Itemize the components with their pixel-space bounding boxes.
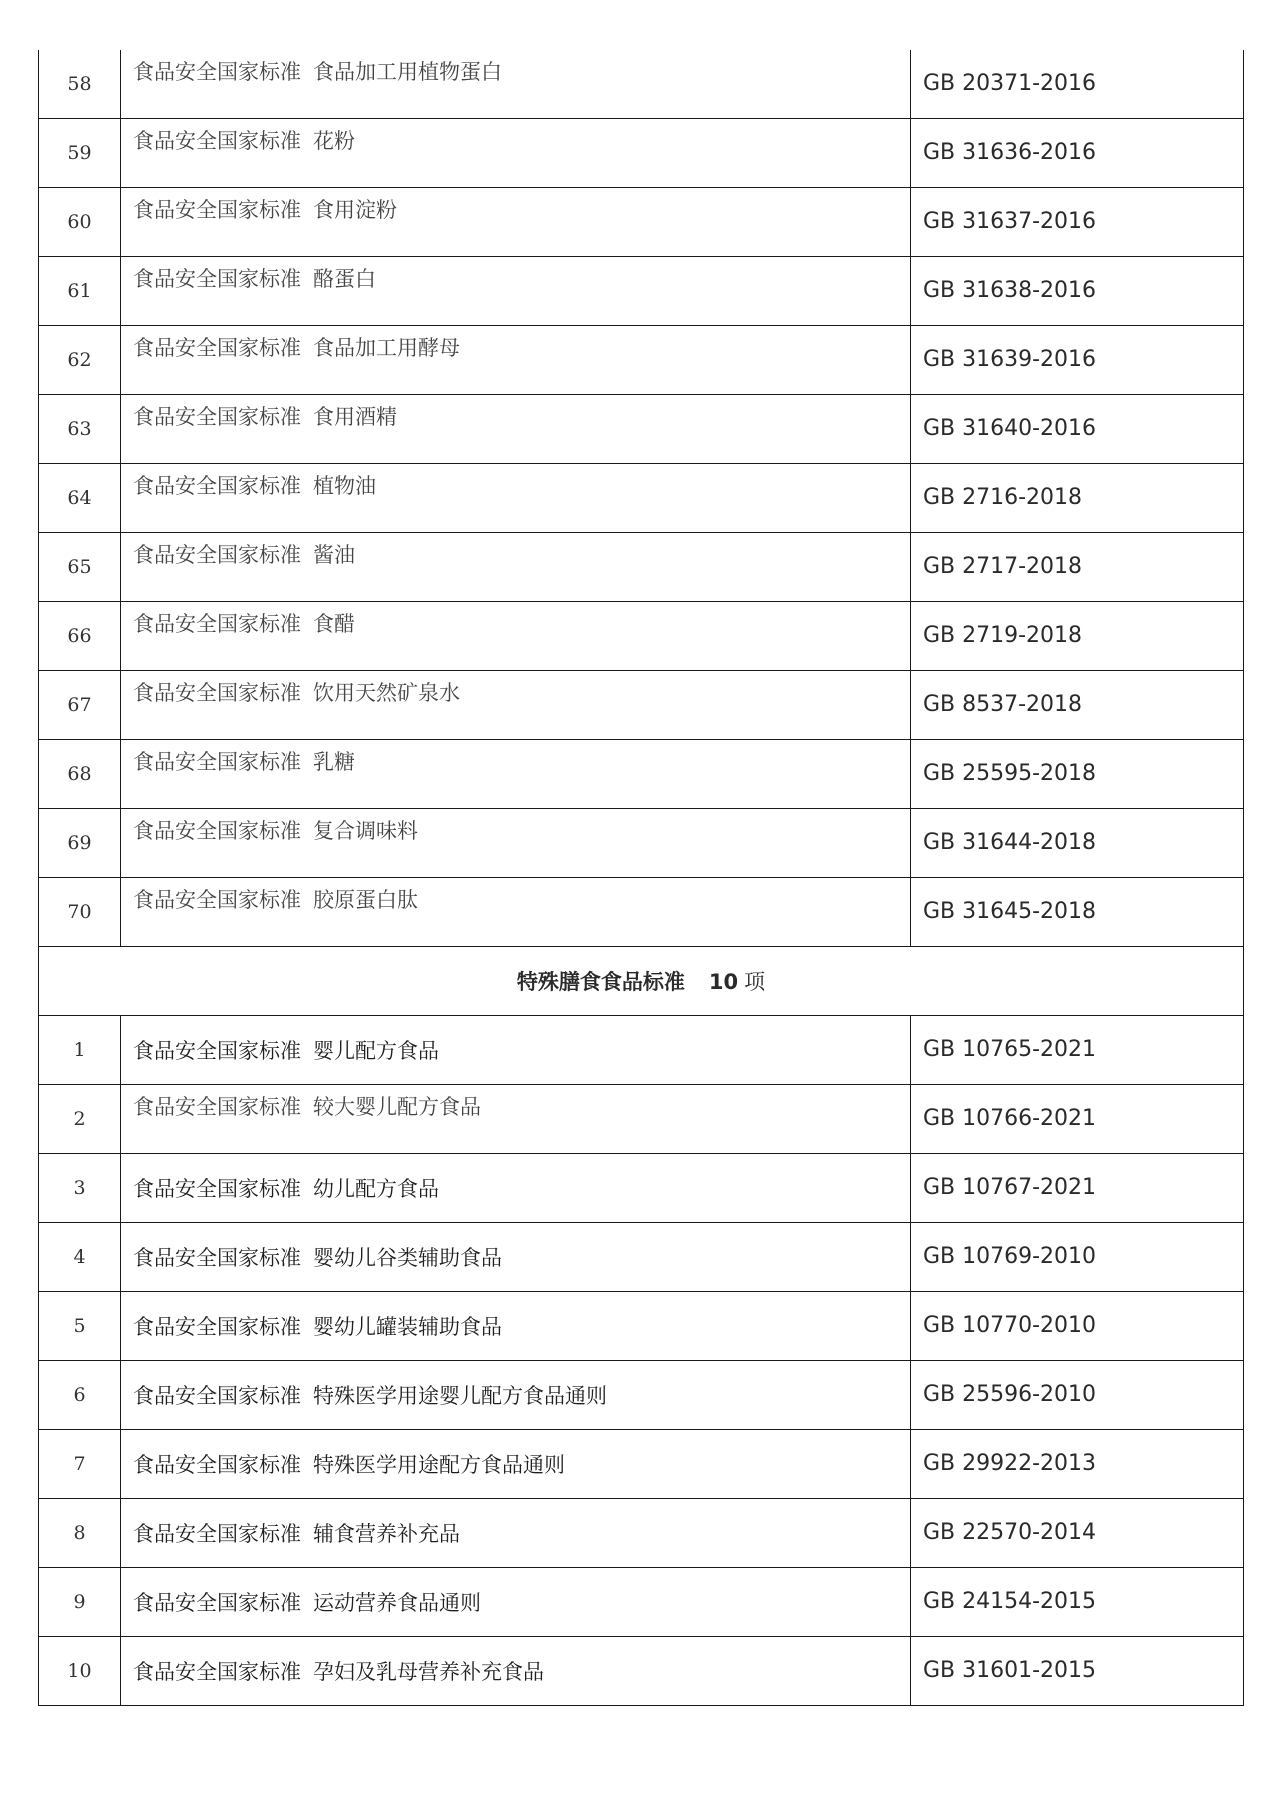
row-number: 61	[39, 256, 121, 325]
standards-table-body	[39, 50, 1244, 1705]
standard-name	[121, 739, 911, 808]
table-row	[39, 1429, 1244, 1498]
table-row	[39, 601, 1244, 670]
table-row	[39, 394, 1244, 463]
standard-code: GB 10767-2021	[911, 1153, 1244, 1222]
standard-code: GB 31601-2015	[911, 1636, 1244, 1705]
row-number: 63	[39, 394, 121, 463]
standard-prefix: 食品安全国家标准	[133, 1383, 301, 1408]
table-row	[39, 808, 1244, 877]
row-number: 60	[39, 187, 121, 256]
standard-name	[121, 1429, 911, 1498]
table-row	[39, 256, 1244, 325]
standard-prefix: 食品安全国家标准	[133, 680, 301, 705]
standard-prefix: 食品安全国家标准	[133, 1176, 301, 1201]
standard-name	[121, 1222, 911, 1291]
standard-code: GB 10769-2010	[911, 1222, 1244, 1291]
document-page	[38, 50, 1243, 1706]
standard-name	[121, 1636, 911, 1705]
standard-code: GB 10766-2021	[911, 1084, 1244, 1153]
standard-name	[121, 463, 911, 532]
standard-title: 食品加工用植物蛋白	[313, 60, 502, 84]
table-row	[39, 1153, 1244, 1222]
standard-prefix: 食品安全国家标准	[133, 197, 301, 222]
standard-code: GB 31636-2016	[911, 118, 1244, 187]
standard-code: GB 31640-2016	[911, 394, 1244, 463]
row-number: 9	[39, 1567, 121, 1636]
section-title: 特殊膳食食品标准	[516, 969, 685, 994]
table-row	[39, 1498, 1244, 1567]
table-row	[39, 118, 1244, 187]
standard-title: 孕妇及乳母营养补充食品	[313, 1659, 544, 1684]
standard-title: 食醋	[313, 611, 355, 636]
standard-name	[121, 118, 911, 187]
standard-prefix: 食品安全国家标准	[133, 749, 301, 774]
row-number: 4	[39, 1222, 121, 1291]
standard-name	[121, 670, 911, 739]
standard-code: GB 10765-2021	[911, 1015, 1244, 1084]
row-number: 65	[39, 532, 121, 601]
section-count: 10	[708, 969, 739, 994]
table-row	[39, 670, 1244, 739]
section-unit: 项	[744, 969, 766, 994]
standard-prefix: 食品安全国家标准	[133, 335, 301, 360]
standard-prefix: 食品安全国家标准	[133, 611, 301, 636]
standard-code: GB 29922-2013	[911, 1429, 1244, 1498]
standard-title: 胶原蛋白肽	[313, 887, 418, 912]
row-number: 8	[39, 1498, 121, 1567]
table-row	[39, 50, 1244, 118]
standard-prefix: 食品安全国家标准	[133, 818, 301, 843]
standard-name	[121, 601, 911, 670]
standard-code: GB 31637-2016	[911, 187, 1244, 256]
row-number: 66	[39, 601, 121, 670]
standard-code: GB 31645-2018	[911, 877, 1244, 946]
standard-prefix: 食品安全国家标准	[133, 1094, 301, 1119]
standard-title: 食品加工用酵母	[313, 335, 460, 360]
row-number: 59	[39, 118, 121, 187]
standard-name	[121, 808, 911, 877]
standard-prefix: 食品安全国家标准	[133, 473, 301, 498]
table-row	[39, 1636, 1244, 1705]
standard-code: GB 2717-2018	[911, 532, 1244, 601]
standard-title: 食用淀粉	[313, 197, 397, 222]
standard-name	[121, 1360, 911, 1429]
table-row	[39, 1567, 1244, 1636]
row-number: 68	[39, 739, 121, 808]
standard-prefix: 食品安全国家标准	[133, 1038, 301, 1063]
standard-title: 酪蛋白	[313, 266, 376, 291]
table-row	[39, 1291, 1244, 1360]
standard-code: GB 31644-2018	[911, 808, 1244, 877]
standard-title: 酱油	[313, 542, 355, 567]
standard-title: 婴儿配方食品	[313, 1038, 439, 1063]
table-row	[39, 877, 1244, 946]
row-number: 69	[39, 808, 121, 877]
standard-title: 饮用天然矿泉水	[313, 680, 460, 705]
standard-prefix: 食品安全国家标准	[133, 60, 301, 84]
standard-name	[121, 1567, 911, 1636]
standard-title: 较大婴儿配方食品	[313, 1094, 481, 1119]
standard-code: GB 2716-2018	[911, 463, 1244, 532]
standard-title: 幼儿配方食品	[313, 1176, 439, 1201]
standard-title: 植物油	[313, 473, 376, 498]
row-number: 62	[39, 325, 121, 394]
standard-title: 特殊医学用途配方食品通则	[313, 1452, 565, 1477]
standard-name	[121, 256, 911, 325]
row-number: 70	[39, 877, 121, 946]
standard-title: 运动营养食品通则	[313, 1590, 481, 1615]
standard-prefix: 食品安全国家标准	[133, 542, 301, 567]
standard-prefix: 食品安全国家标准	[133, 887, 301, 912]
standard-name	[121, 187, 911, 256]
standard-name	[121, 1498, 911, 1567]
standard-name	[121, 532, 911, 601]
row-number: 67	[39, 670, 121, 739]
standard-name	[121, 1015, 911, 1084]
table-row	[39, 325, 1244, 394]
standard-code: GB 20371-2016	[911, 50, 1244, 118]
standard-title: 复合调味料	[313, 818, 418, 843]
table-row	[39, 1015, 1244, 1084]
standard-code: GB 31639-2016	[911, 325, 1244, 394]
standard-prefix: 食品安全国家标准	[133, 266, 301, 291]
row-number: 64	[39, 463, 121, 532]
standard-code: GB 31638-2016	[911, 256, 1244, 325]
row-number: 10	[39, 1636, 121, 1705]
standard-code: GB 2719-2018	[911, 601, 1244, 670]
section-header	[39, 946, 1244, 1015]
standard-prefix: 食品安全国家标准	[133, 128, 301, 153]
standard-prefix: 食品安全国家标准	[133, 1314, 301, 1339]
standard-name	[121, 50, 911, 118]
standard-name	[121, 325, 911, 394]
standard-code: GB 25595-2018	[911, 739, 1244, 808]
standard-name	[121, 1153, 911, 1222]
standard-prefix: 食品安全国家标准	[133, 1452, 301, 1477]
table-row	[39, 187, 1244, 256]
standard-title: 特殊医学用途婴儿配方食品通则	[313, 1383, 607, 1408]
table-row	[39, 1084, 1244, 1153]
standard-name	[121, 877, 911, 946]
row-number: 6	[39, 1360, 121, 1429]
row-number: 3	[39, 1153, 121, 1222]
standard-code: GB 10770-2010	[911, 1291, 1244, 1360]
row-number: 7	[39, 1429, 121, 1498]
row-number: 1	[39, 1015, 121, 1084]
standard-code: GB 8537-2018	[911, 670, 1244, 739]
standard-title: 食用酒精	[313, 404, 397, 429]
standard-title: 婴幼儿谷类辅助食品	[313, 1245, 502, 1270]
standard-title: 婴幼儿罐装辅助食品	[313, 1314, 502, 1339]
row-number: 2	[39, 1084, 121, 1153]
standard-name	[121, 1084, 911, 1153]
standard-prefix: 食品安全国家标准	[133, 1521, 301, 1546]
standard-code: GB 25596-2010	[911, 1360, 1244, 1429]
standard-title: 辅食营养补充品	[313, 1521, 460, 1546]
standard-name	[121, 1291, 911, 1360]
standard-title: 乳糖	[313, 749, 355, 774]
row-number: 58	[39, 50, 121, 118]
section-header-row	[39, 946, 1244, 1015]
standard-prefix: 食品安全国家标准	[133, 1245, 301, 1270]
row-number: 5	[39, 1291, 121, 1360]
standard-name	[121, 394, 911, 463]
standard-code: GB 22570-2014	[911, 1498, 1244, 1567]
table-row	[39, 463, 1244, 532]
standard-prefix: 食品安全国家标准	[133, 1659, 301, 1684]
table-row	[39, 1360, 1244, 1429]
standard-prefix: 食品安全国家标准	[133, 1590, 301, 1615]
standards-table	[38, 50, 1244, 1706]
standard-prefix: 食品安全国家标准	[133, 404, 301, 429]
standard-code: GB 24154-2015	[911, 1567, 1244, 1636]
table-row	[39, 1222, 1244, 1291]
standard-title: 花粉	[313, 128, 355, 153]
table-row	[39, 739, 1244, 808]
table-row	[39, 532, 1244, 601]
